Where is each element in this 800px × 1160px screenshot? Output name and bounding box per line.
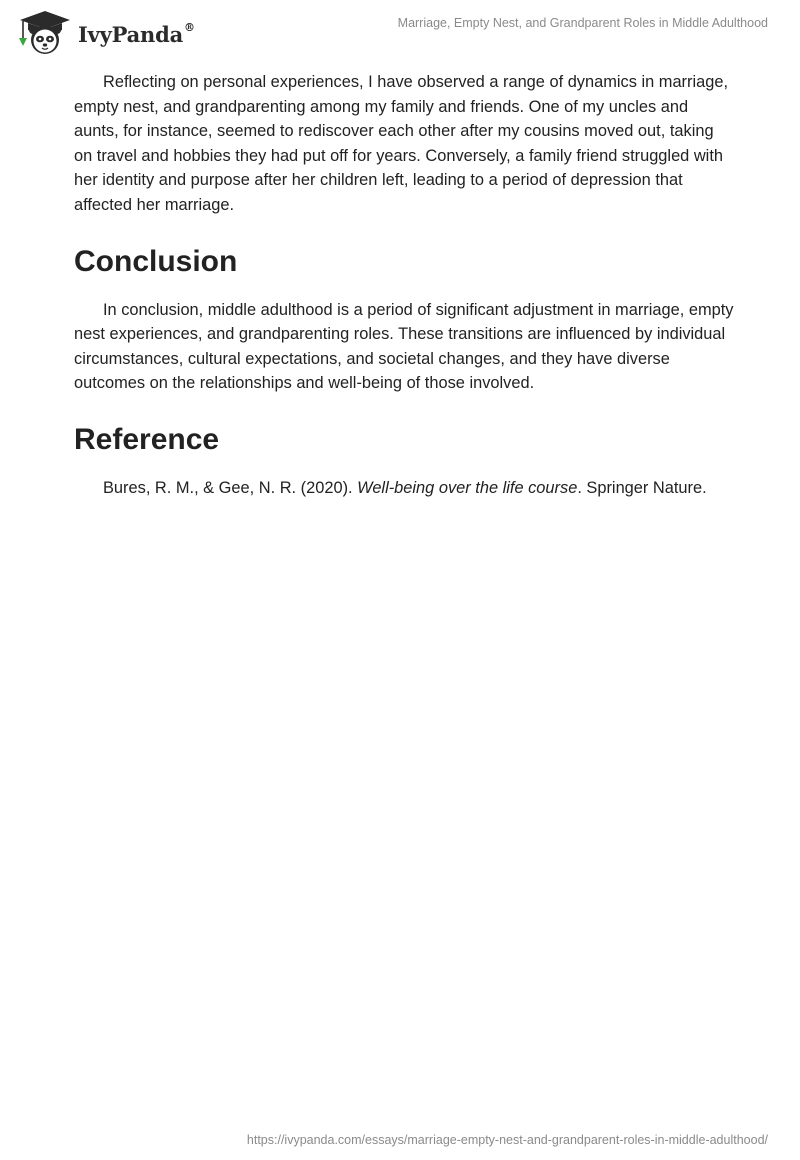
footer-url[interactable]: https://ivypanda.com/essays/marriage-empty-nest-and-grandparent-roles-in-middle-adulthood/ xyxy=(246,1133,768,1147)
logo-name: IvyPanda xyxy=(78,22,184,47)
panda-graduation-cap-icon xyxy=(14,8,76,56)
intro-paragraph: Reflecting on personal experiences, I have observed a range of dynamics in marriage, empty nest, and grandparenting among my family and friends. One of my uncles and aunts, for instance, seemed to rediscover each other after my cousins moved out, taking on travel and hobbies they had put off for years. Conversely, a family friend struggled with her identity and purpose after her children left, leading to a period of depression that affected her marriage. xyxy=(74,73,729,214)
reference-authors: Bures, R. M., & Gee, N. R. (2020). xyxy=(103,478,358,497)
ivypanda-logo[interactable] xyxy=(14,8,194,56)
page-header xyxy=(0,0,800,60)
essay-content xyxy=(74,70,734,501)
reference-entry xyxy=(74,476,734,501)
conclusion-heading: Conclusion xyxy=(74,244,238,278)
logo-wordmark xyxy=(78,22,195,47)
reference-title: Well-being over the life course xyxy=(357,478,578,497)
conclusion-paragraph: In conclusion, middle adulthood is a period of significant adjustment in marriage, empty nest experiences, and grandparenting roles. These transitions are influenced by individual circumstances, cultural expectations, and societal changes, and they have diverse outcomes on the relationships and well-being of those involved. xyxy=(74,300,734,393)
reference-publisher: . Springer Nature. xyxy=(577,478,707,497)
reference-heading: Reference xyxy=(74,422,220,456)
running-title: Marriage, Empty Nest, and Grandparent Roles in Middle Adulthood xyxy=(397,16,768,30)
registered-mark: ® xyxy=(184,21,195,34)
